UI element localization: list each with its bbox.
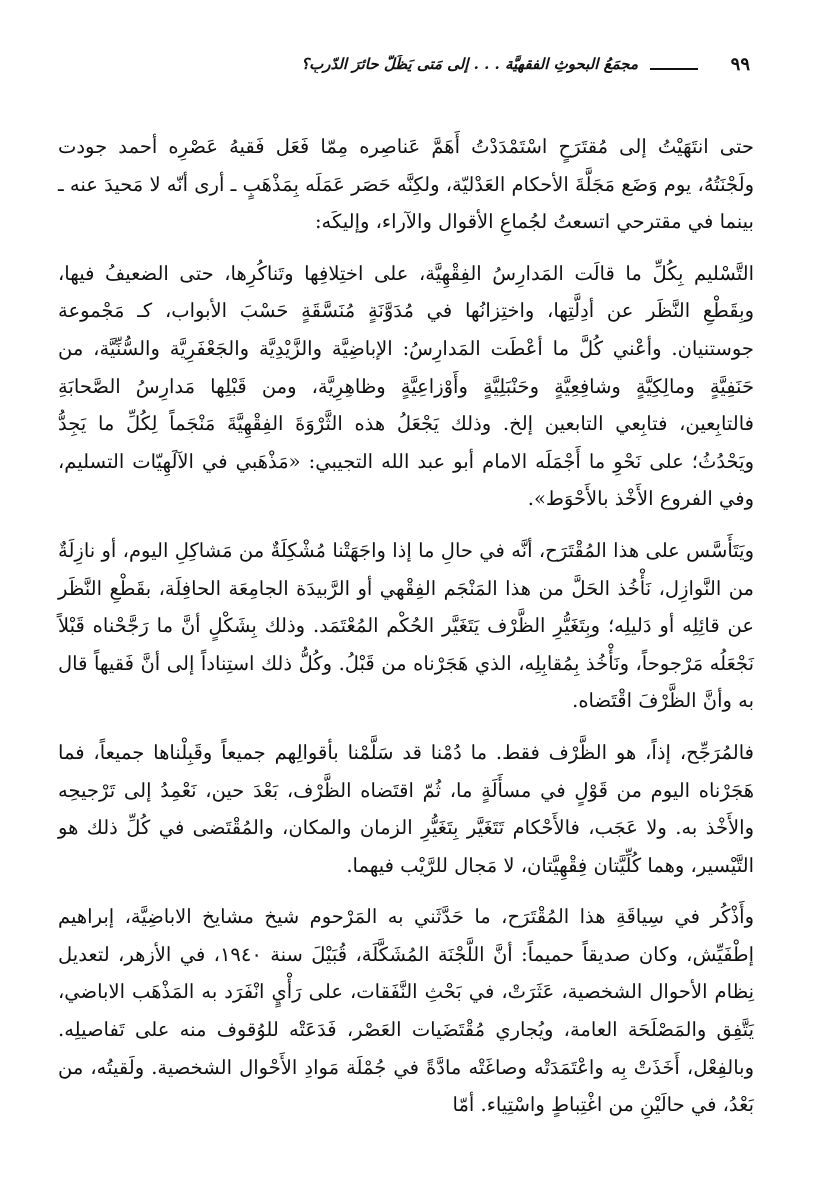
paragraph-4: فالمُرَجِّح، إذاً، هو الظَّرْف فقط. ما دُمْنا قد سَلَّمْنا بأقوالِهم جميعاً وقَبِلْناها جميعاً، فما هَجَرْناه اليوم من قَوْلٍ في مسأَلَةٍ ما، ثُمّ اقتَضاه الظَّرْف، بَعْدَ حين، نَعْمِدُ إلى تَرْجيحِه والأَخْذ به. ولا عَجَب، فالأَحْكام تَتَغَيَّر بِتَغَيُّرِ الزمان والمكان، والمُقْتَضى في كُلِّ ذلك هو التَّيْسير، وهما كُلِّيَّتان فِقْهِيَّتان، لا مَجال للرَّيْب فيهما. — [58, 740, 754, 877]
paragraph-2: التَّسْليم بِكُلِّ ما قالَت المَدارِسُ الفِقْهِيَّة، على اختِلافِها وتَناكُرِها، حتى الضعيفُ فيها، وبِقَطْعِ النَّظَر عن أدِلَّتِها، واختِزانُها في مُدَوَّنَةٍ مُنَسَّقَةٍ حَسْبَ الأبواب، كـ مَجْموعة جوستنيان. وأعْني كُلَّ ما أعْطَت المَدارِسُ: الإباضِيَّة والزَّيْدِيَّة والجَعْفَرِيَّة والسُّنِّيَّة، من حَنَفِيَّةٍ ومالِكِيَّةٍ وشافِعِيَّةٍ وحَنْبَلِيَّةٍ وأَوْزاعِيَّةٍ وظاهِرِيَّة، ومن قَبْلِها مَدارِسُ الصَّحابَةِ فالتابِعين، فتابِعي التابعين إلخ. وذلك يَجْعَلُ هذه الثَّرْوَةَ الفِقْهِيَّةَ مَنْجَماً لِكُلِّ ما يَجِدُّ ويَحْدُثُ؛ على نَحْوِ ما أَجْمَلَه الامام أبو عبد الله التجيبي: «مَذْهَبي في الآلَهِيّات التسليم، وفي الفروع الأَخْذ بالأَحْوَط». — [58, 261, 754, 511]
running-header — [58, 46, 754, 80]
paragraph-5: وأَذْكُر في سِياقَةِ هذا المُقْتَرَح، ما حَدَّثَني به المَرْحوم شيخ مشايخ الاباضِيَّة، إبراهيم إطْفَيِّش، وكان صديقاً حميماً: أنَّ اللَّجْنَة المُشَكَّلَة، قُبَيْلَ سنة ١٩٤٠، في الأزهر، لتعديل نِظام الأحوال الشخصية، عَثَرَتْ، في بَحْثِ النَّفَقات، على رَأْيٍ انْفَرَد به المَذْهَب الاباضي، يَتَّفِق والمَصْلَحَة العامة، ويُجاري مُقْتَضَيات العَصْر، فَدَعَتْه للوُقوف منه على تَفاصيلِه. وبالفِعْل، أَخَذَتْ بِه واعْتَمَدَتْه وصاغَتْه مادَّةً في جُمْلَة مَوادِ الأَحْوال الشخصية. ولَقيتُه، من بَعْدُ، في حالَيْنِ من اغْتِباطٍ واسْتِياء. أمّا — [58, 905, 754, 1117]
page-number: ٩٩ — [730, 54, 750, 75]
running-title: مجمَعُ البحوثِ الفقهيَّة . . . إلى مَتى يَظَلُّ حائرَ الدّربِ؟ — [301, 55, 638, 73]
header-rule — [650, 68, 698, 70]
paragraph-3: ويَتَأَسَّس على هذا المُقْتَرَح، أنَّه في حالِ ما إذا واجَهَتْنا مُشْكِلَةٌ من مَشاكِلِ اليوم، أو نازِلَةٌ من النَّوازِل، نَأْخُذ الحَلَّ من هذا المَنْجَم الفِقْهي أو الرَّبيدَة الجامِعَة الحافِلَة، بقَطْعِ النَّظَر عن قائِلِه أو دَليلِه؛ وبِتَغَيُّرِ الظَّرْف يَتَغَيَّر الحُكْم المُعْتَمَد. وذلك بِشَكْلٍ أنَّ ما رَجَّحْناه قَبْلاً نَجْعَلُه مَرْجوحاً، ونَأْخُذ بِمُقابِلِه، الذي هَجَرْناه من قَبْلُ. وكُلُّ ذلك استِناداً إلى أنَّ فَقيهاً قال به وأنَّ الظَّرْفَ اقْتَضاه. — [58, 538, 754, 713]
paragraph-1: حتى انتَهَيْتُ إلى مُقتَرَحٍ اسْتَمْدَدْتُ أَهَمَّ عَناصِره مِمّا فَعَل فَقيهُ عَصْرِه أحمد جودت ولَجْنَتُهُ، يوم وَضَع مَجَلَّةَ الأحكام العَدْليّة، ولكِنَّه حَصَر عَمَلَه بِمَذْهَبٍ ـ أرى أنّه لا مَحيدَ عنه ـ بينما في مقترحي اتسعتُ لجُماعِ الأقوال والآراء، وإليكَه: — [58, 135, 754, 234]
